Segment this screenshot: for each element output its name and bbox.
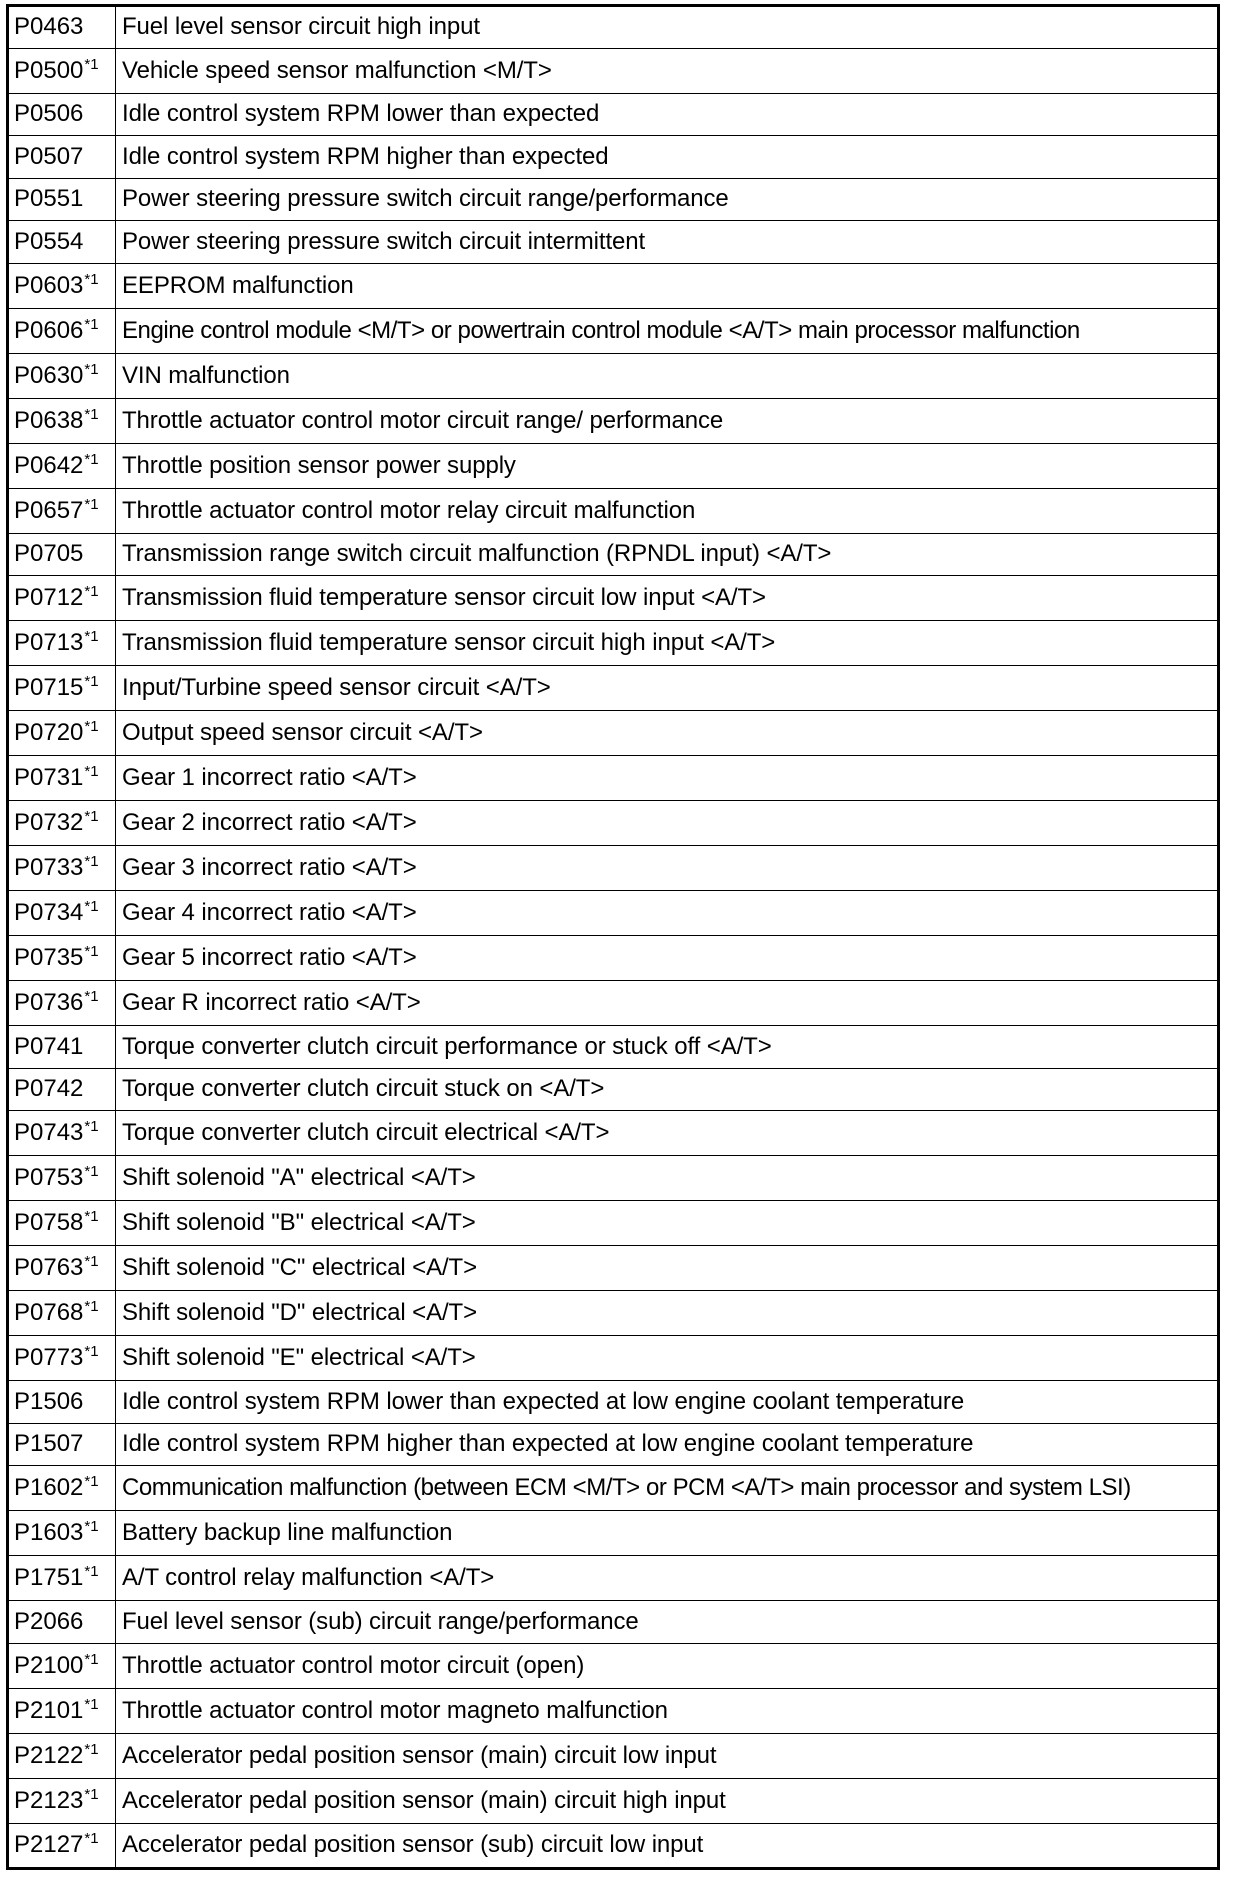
footnote-marker: *1 xyxy=(84,1695,99,1713)
table-row xyxy=(8,398,1219,443)
dtc-code-cell xyxy=(8,1201,116,1246)
dtc-description: Communication malfunction (between ECM <M/T> or PCM <A/T> main processor and system LSI) xyxy=(116,1466,1219,1511)
dtc-code: P1506 xyxy=(14,1387,84,1415)
dtc-code: P0657 xyxy=(14,496,84,524)
dtc-description: Torque converter clutch circuit electrical <A/T> xyxy=(116,1111,1219,1156)
table-row xyxy=(8,1511,1219,1556)
dtc-description: Torque converter clutch circuit performance or stuck off <A/T> xyxy=(116,1026,1219,1069)
dtc-code-cell xyxy=(8,1156,116,1201)
table-row xyxy=(8,1068,1219,1111)
table-row xyxy=(8,1556,1219,1601)
dtc-code: P0712 xyxy=(14,584,84,611)
footnote-marker: *1 xyxy=(84,360,99,378)
table-row xyxy=(8,178,1219,221)
footnote-marker: *1 xyxy=(84,853,99,870)
dtc-code: P0715 xyxy=(14,674,84,701)
dtc-description: Gear 5 incorrect ratio <A/T> xyxy=(116,936,1219,981)
dtc-code-cell xyxy=(8,711,116,756)
dtc-description: Shift solenoid "B" electrical <A/T> xyxy=(116,1201,1219,1246)
dtc-description: Vehicle speed sensor malfunction <M/T> xyxy=(116,48,1219,93)
dtc-code: P2100 xyxy=(14,1651,84,1679)
dtc-code-cell xyxy=(8,756,116,801)
table-row xyxy=(8,1026,1219,1069)
table-row xyxy=(8,891,1219,936)
table-row xyxy=(8,1111,1219,1156)
dtc-description: Throttle actuator control motor circuit (open) xyxy=(116,1643,1219,1688)
dtc-code-cell xyxy=(8,1381,116,1424)
dtc-code-cell xyxy=(8,533,116,576)
dtc-code-cell xyxy=(8,443,116,488)
dtc-code: P0500 xyxy=(14,56,84,84)
dtc-code-cell xyxy=(8,1111,116,1156)
dtc-code-cell xyxy=(8,93,116,136)
table-row xyxy=(8,136,1219,179)
dtc-description: Idle control system RPM lower than expected at low engine coolant temperature xyxy=(116,1381,1219,1424)
footnote-marker: *1 xyxy=(84,1253,99,1270)
dtc-description: Engine control module <M/T> or powertrain control module <A/T> main processor malfunction xyxy=(116,308,1219,353)
dtc-code-cell xyxy=(8,1466,116,1511)
dtc-code-cell xyxy=(8,353,116,398)
footnote-marker: *1 xyxy=(84,1473,99,1490)
dtc-description: Shift solenoid "A" electrical <A/T> xyxy=(116,1156,1219,1201)
table-row xyxy=(8,981,1219,1026)
dtc-code: P0603 xyxy=(14,271,84,299)
footnote-marker: *1 xyxy=(84,1563,99,1580)
dtc-description: Gear 1 incorrect ratio <A/T> xyxy=(116,756,1219,801)
table-row xyxy=(8,576,1219,621)
footnote-marker: *1 xyxy=(84,1118,99,1135)
dtc-description: Transmission fluid temperature sensor circuit low input <A/T> xyxy=(116,576,1219,621)
dtc-code: P0705 xyxy=(14,540,84,568)
dtc-code: P1751 xyxy=(14,1564,84,1591)
table-row xyxy=(8,1601,1219,1644)
footnote-marker: *1 xyxy=(84,808,99,825)
footnote-marker: *1 xyxy=(84,450,99,468)
dtc-code: P2123 xyxy=(14,1786,84,1814)
dtc-description: Input/Turbine speed sensor circuit <A/T> xyxy=(116,666,1219,711)
dtc-code-cell xyxy=(8,1336,116,1381)
table-row xyxy=(8,1823,1219,1868)
dtc-description: Fuel level sensor circuit high input xyxy=(116,6,1219,49)
dtc-code-cell xyxy=(8,801,116,846)
dtc-description: Idle control system RPM higher than expected at low engine coolant temperature xyxy=(116,1423,1219,1466)
footnote-marker: *1 xyxy=(84,718,99,735)
dtc-description: Gear 3 incorrect ratio <A/T> xyxy=(116,846,1219,891)
dtc-code-cell xyxy=(8,1246,116,1291)
footnote-marker: *1 xyxy=(84,495,99,513)
table-row xyxy=(8,93,1219,136)
table-row xyxy=(8,711,1219,756)
table-row xyxy=(8,263,1219,308)
table-row xyxy=(8,846,1219,891)
dtc-code: P2122 xyxy=(14,1741,84,1769)
dtc-code-cell xyxy=(8,221,116,264)
table-row xyxy=(8,1156,1219,1201)
footnote-marker: *1 xyxy=(84,943,99,960)
footnote-marker: *1 xyxy=(84,673,99,690)
dtc-code: P2066 xyxy=(14,1607,84,1635)
table-row xyxy=(8,221,1219,264)
dtc-code-cell xyxy=(8,1556,116,1601)
dtc-code: P0506 xyxy=(14,100,84,128)
dtc-code-cell xyxy=(8,1026,116,1069)
footnote-marker: *1 xyxy=(84,1163,99,1180)
dtc-code-cell xyxy=(8,398,116,443)
dtc-code-cell xyxy=(8,1291,116,1336)
table-row xyxy=(8,666,1219,711)
dtc-code: P0638 xyxy=(14,406,84,434)
dtc-description: Battery backup line malfunction xyxy=(116,1511,1219,1556)
dtc-code-cell xyxy=(8,1643,116,1688)
dtc-code: P0733 xyxy=(14,854,84,881)
dtc-description: Gear R incorrect ratio <A/T> xyxy=(116,981,1219,1026)
dtc-code: P0713 xyxy=(14,629,84,656)
table-row xyxy=(8,6,1219,49)
dtc-code: P0606 xyxy=(14,316,84,344)
footnote-marker: *1 xyxy=(84,1830,99,1847)
dtc-code-cell xyxy=(8,936,116,981)
dtc-description: Gear 4 incorrect ratio <A/T> xyxy=(116,891,1219,936)
table-row xyxy=(8,443,1219,488)
table-row xyxy=(8,1246,1219,1291)
dtc-description: EEPROM malfunction xyxy=(116,263,1219,308)
dtc-description: Power steering pressure switch circuit intermittent xyxy=(116,221,1219,264)
footnote-marker: *1 xyxy=(84,405,99,423)
footnote-marker: *1 xyxy=(84,628,99,645)
dtc-code: P1602 xyxy=(14,1474,84,1501)
footnote-marker: *1 xyxy=(84,583,99,600)
dtc-description: Accelerator pedal position sensor (main) circuit low input xyxy=(116,1733,1219,1778)
dtc-code: P0773 xyxy=(14,1344,84,1371)
footnote-marker: *1 xyxy=(84,1785,99,1803)
table-row xyxy=(8,1466,1219,1511)
dtc-code-cell xyxy=(8,1601,116,1644)
dtc-description: Throttle actuator control motor circuit range/ performance xyxy=(116,398,1219,443)
dtc-code-cell xyxy=(8,263,116,308)
dtc-description: Shift solenoid "D" electrical <A/T> xyxy=(116,1291,1219,1336)
dtc-code: P0732 xyxy=(14,809,84,836)
dtc-code: P0742 xyxy=(14,1075,84,1103)
dtc-code: P0743 xyxy=(14,1119,84,1146)
dtc-code-cell xyxy=(8,308,116,353)
dtc-code: P1603 xyxy=(14,1519,84,1546)
dtc-code-cell xyxy=(8,1511,116,1556)
dtc-description: Torque converter clutch circuit stuck on <A/T> xyxy=(116,1068,1219,1111)
dtc-description: Transmission fluid temperature sensor circuit high input <A/T> xyxy=(116,621,1219,666)
dtc-code: P0758 xyxy=(14,1209,84,1236)
dtc-description: Throttle actuator control motor relay circuit malfunction xyxy=(116,488,1219,533)
dtc-code: P0741 xyxy=(14,1032,84,1060)
dtc-code-cell xyxy=(8,846,116,891)
footnote-marker: *1 xyxy=(84,270,99,288)
table-row xyxy=(8,533,1219,576)
dtc-code-cell xyxy=(8,1733,116,1778)
dtc-description: Throttle position sensor power supply xyxy=(116,443,1219,488)
table-row xyxy=(8,1643,1219,1688)
table-row xyxy=(8,1291,1219,1336)
dtc-code: P0736 xyxy=(14,989,84,1016)
table-row xyxy=(8,936,1219,981)
dtc-table xyxy=(6,4,1220,1870)
dtc-code: P0551 xyxy=(14,185,84,213)
dtc-code-cell xyxy=(8,621,116,666)
dtc-code: P2127 xyxy=(14,1831,84,1858)
dtc-code: P0753 xyxy=(14,1164,84,1191)
dtc-code-cell xyxy=(8,178,116,221)
dtc-table-body xyxy=(8,6,1219,1869)
dtc-code: P0507 xyxy=(14,142,84,170)
dtc-code: P2101 xyxy=(14,1696,84,1724)
table-row xyxy=(8,621,1219,666)
dtc-code-cell xyxy=(8,1068,116,1111)
dtc-code-cell xyxy=(8,1423,116,1466)
dtc-code-cell xyxy=(8,488,116,533)
table-row xyxy=(8,353,1219,398)
footnote-marker: *1 xyxy=(84,898,99,915)
table-row xyxy=(8,801,1219,846)
table-row xyxy=(8,1381,1219,1424)
dtc-code-cell xyxy=(8,981,116,1026)
table-row xyxy=(8,756,1219,801)
dtc-code: P0734 xyxy=(14,899,84,926)
dtc-code-cell xyxy=(8,136,116,179)
footnote-marker: *1 xyxy=(84,55,99,73)
dtc-description: Accelerator pedal position sensor (main) circuit high input xyxy=(116,1778,1219,1823)
dtc-code: P0768 xyxy=(14,1299,84,1326)
dtc-code-cell xyxy=(8,48,116,93)
table-row xyxy=(8,1423,1219,1466)
dtc-code-cell xyxy=(8,666,116,711)
dtc-description: Fuel level sensor (sub) circuit range/performance xyxy=(116,1601,1219,1644)
table-row xyxy=(8,48,1219,93)
table-row xyxy=(8,1688,1219,1733)
dtc-description: Accelerator pedal position sensor (sub) circuit low input xyxy=(116,1823,1219,1868)
dtc-description: Power steering pressure switch circuit range/performance xyxy=(116,178,1219,221)
dtc-code-cell xyxy=(8,576,116,621)
dtc-description: Idle control system RPM lower than expected xyxy=(116,93,1219,136)
footnote-marker: *1 xyxy=(84,1650,99,1668)
dtc-description: Idle control system RPM higher than expected xyxy=(116,136,1219,179)
dtc-code-cell xyxy=(8,891,116,936)
table-row xyxy=(8,1778,1219,1823)
dtc-description: Shift solenoid "C" electrical <A/T> xyxy=(116,1246,1219,1291)
dtc-code: P0735 xyxy=(14,944,84,971)
dtc-code: P0763 xyxy=(14,1254,84,1281)
footnote-marker: *1 xyxy=(84,315,99,333)
footnote-marker: *1 xyxy=(84,988,99,1005)
footnote-marker: *1 xyxy=(84,1208,99,1225)
dtc-code-cell xyxy=(8,1688,116,1733)
table-row xyxy=(8,1733,1219,1778)
dtc-code-cell xyxy=(8,6,116,49)
footnote-marker: *1 xyxy=(84,1343,99,1360)
footnote-marker: *1 xyxy=(84,1298,99,1315)
footnote-marker: *1 xyxy=(84,1518,99,1535)
dtc-code: P0642 xyxy=(14,451,84,479)
dtc-code: P0630 xyxy=(14,361,84,389)
dtc-code-cell xyxy=(8,1778,116,1823)
dtc-code-cell xyxy=(8,1823,116,1868)
dtc-code: P0731 xyxy=(14,764,84,791)
dtc-code: P0720 xyxy=(14,719,84,746)
dtc-description: Throttle actuator control motor magneto malfunction xyxy=(116,1688,1219,1733)
dtc-description: Transmission range switch circuit malfunction (RPNDL input) <A/T> xyxy=(116,533,1219,576)
dtc-description: Gear 2 incorrect ratio <A/T> xyxy=(116,801,1219,846)
table-row xyxy=(8,1201,1219,1246)
dtc-code: P0554 xyxy=(14,227,84,255)
dtc-description: Shift solenoid "E" electrical <A/T> xyxy=(116,1336,1219,1381)
table-row xyxy=(8,308,1219,353)
dtc-code: P0463 xyxy=(14,13,84,41)
table-row xyxy=(8,488,1219,533)
footnote-marker: *1 xyxy=(84,763,99,780)
dtc-description: Output speed sensor circuit <A/T> xyxy=(116,711,1219,756)
dtc-description: VIN malfunction xyxy=(116,353,1219,398)
dtc-code: P1507 xyxy=(14,1430,84,1458)
footnote-marker: *1 xyxy=(84,1740,99,1758)
table-row xyxy=(8,1336,1219,1381)
dtc-description: A/T control relay malfunction <A/T> xyxy=(116,1556,1219,1601)
